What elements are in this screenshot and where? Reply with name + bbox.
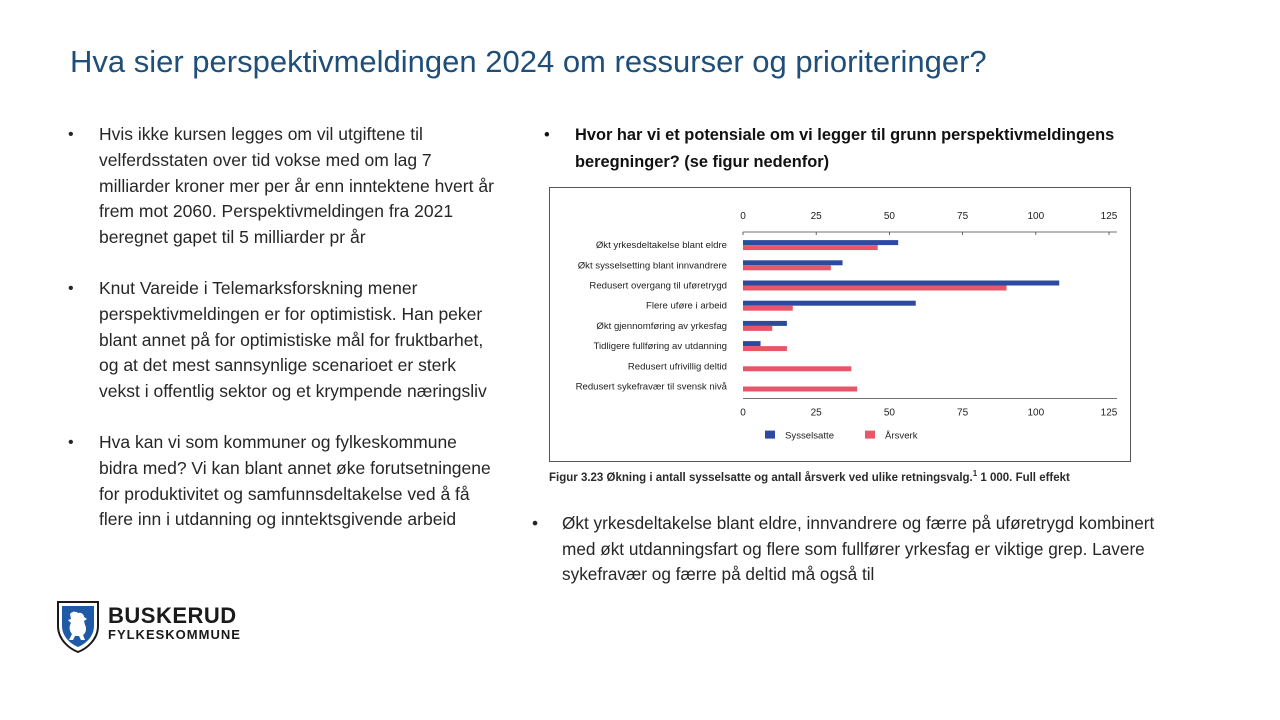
right-bottom-bullet-list <box>532 511 1172 588</box>
bar-årsverk-7 <box>743 387 857 392</box>
logo-sub: FYLKESKOMMUNE <box>108 627 241 642</box>
bar-sysselsatte-5 <box>743 341 761 346</box>
chart-frame <box>549 187 1131 462</box>
x-tick-label-bottom-50: 50 <box>883 407 895 419</box>
figure-caption-text: Figur 3.23 Økning i antall sysselsatte og antall årsverk ved ulike retningsvalg. <box>549 471 973 484</box>
x-tick-label-top-75: 75 <box>957 211 969 222</box>
bar-årsverk-6 <box>743 366 851 371</box>
category-label-1: Økt sysselsetting blant innvandrere <box>577 260 727 272</box>
x-tick-label-top-50: 50 <box>883 211 895 222</box>
figure-caption <box>549 469 1149 484</box>
bar-sysselsatte-1 <box>743 260 843 265</box>
category-label-7: Redusert sykefravær til svensk nivå <box>575 381 727 393</box>
x-tick-label-top-100: 100 <box>1027 211 1045 222</box>
bar-årsverk-5 <box>743 346 787 351</box>
x-tick-label-top-0: 0 <box>740 211 746 222</box>
buskerud-shield-icon <box>56 600 100 654</box>
bullet-municipal-contribution: • Hva kan vi som kommuner og fylkeskommune bidra med? Vi kan blant annet øke forutsetningene for produktivitet og samfunnsdeltakelse ved å få flere inn i utdanning og inntektsgivende arbeid <box>68 430 498 533</box>
buskerud-logo <box>56 600 256 656</box>
x-tick-label-top-25: 25 <box>810 211 822 222</box>
bar-årsverk-2 <box>743 286 1007 291</box>
category-label-6: Redusert ufrivillig deltid <box>627 361 727 373</box>
slide-title: Hva sier perspektivmeldingen 2024 om ressurser og prioriteringer? <box>70 44 987 79</box>
bullet-vareide-critique: • Knut Vareide i Telemarksforskning mener perspektivmeldingen er for optimistisk. Han peker blant annet på for optimistiske mål for fruktbarhet, og at det mest sannsynlige scenarioet er sterk vekst i offentlig sektor og et krympende næringsliv <box>68 276 498 405</box>
x-tick-label-bottom-100: 100 <box>1027 407 1045 419</box>
bullet-potential-question: • Hvor har vi et potensiale om vi legger til grunn perspektivmeldingens beregninger? (se figur nedenfor) <box>544 122 1184 175</box>
bullet-key-measures: • Økt yrkesdeltakelse blant eldre, innvandrere og færre på uføretrygd kombinert med økt utdanningsfart og flere som fullfører yrkesfag er viktige grep. Lavere sykefravær og færre på deltid må også til <box>532 511 1172 588</box>
category-label-0: Økt yrkesdeltakelse blant eldre <box>595 240 727 252</box>
legend-swatch-1 <box>865 431 875 439</box>
category-label-5: Tidligere fullføring av utdanning <box>593 341 727 353</box>
category-label-2: Redusert overgang til uføretrygd <box>589 280 727 292</box>
bar-sysselsatte-4 <box>743 321 787 326</box>
figure-caption-footnote: 1 <box>972 469 978 478</box>
bullet-budget-gap: • Hvis ikke kursen legges om vil utgiftene til velferdsstaten over tid vokse med om lag 7 milliarder kroner mer per år enn inntektene hvert år frem mot 2060. Perspektivmeldingen fra 2021 beregnet gapet til 5 milliarder pr år <box>68 122 498 251</box>
legend-label-1: Årsverk <box>885 430 918 442</box>
category-label-4: Økt gjennomføring av yrkesfag <box>596 320 727 332</box>
x-tick-label-top-125: 125 <box>1100 211 1118 222</box>
right-top-bullet-list <box>544 122 1184 175</box>
bar-årsverk-0 <box>743 245 878 250</box>
bar-årsverk-3 <box>743 306 793 311</box>
bar-årsverk-4 <box>743 326 772 331</box>
x-tick-label-bottom-0: 0 <box>740 407 746 419</box>
bar-sysselsatte-0 <box>743 240 898 245</box>
bar-chart <box>550 188 1130 461</box>
category-label-3: Flere uføre i arbeid <box>645 300 727 312</box>
bar-sysselsatte-2 <box>743 281 1059 286</box>
bar-årsverk-1 <box>743 265 831 270</box>
figure-caption-suffix: 1 000. Full effekt <box>977 471 1070 484</box>
bar-sysselsatte-3 <box>743 301 916 306</box>
legend-label-0: Sysselsatte <box>785 430 835 442</box>
left-bullet-list <box>68 122 498 558</box>
legend-swatch-0 <box>765 431 775 439</box>
x-tick-label-bottom-25: 25 <box>810 407 822 419</box>
logo-name: BUSKERUD <box>108 603 237 628</box>
x-tick-label-bottom-125: 125 <box>1100 407 1118 419</box>
x-tick-label-bottom-75: 75 <box>957 407 969 419</box>
